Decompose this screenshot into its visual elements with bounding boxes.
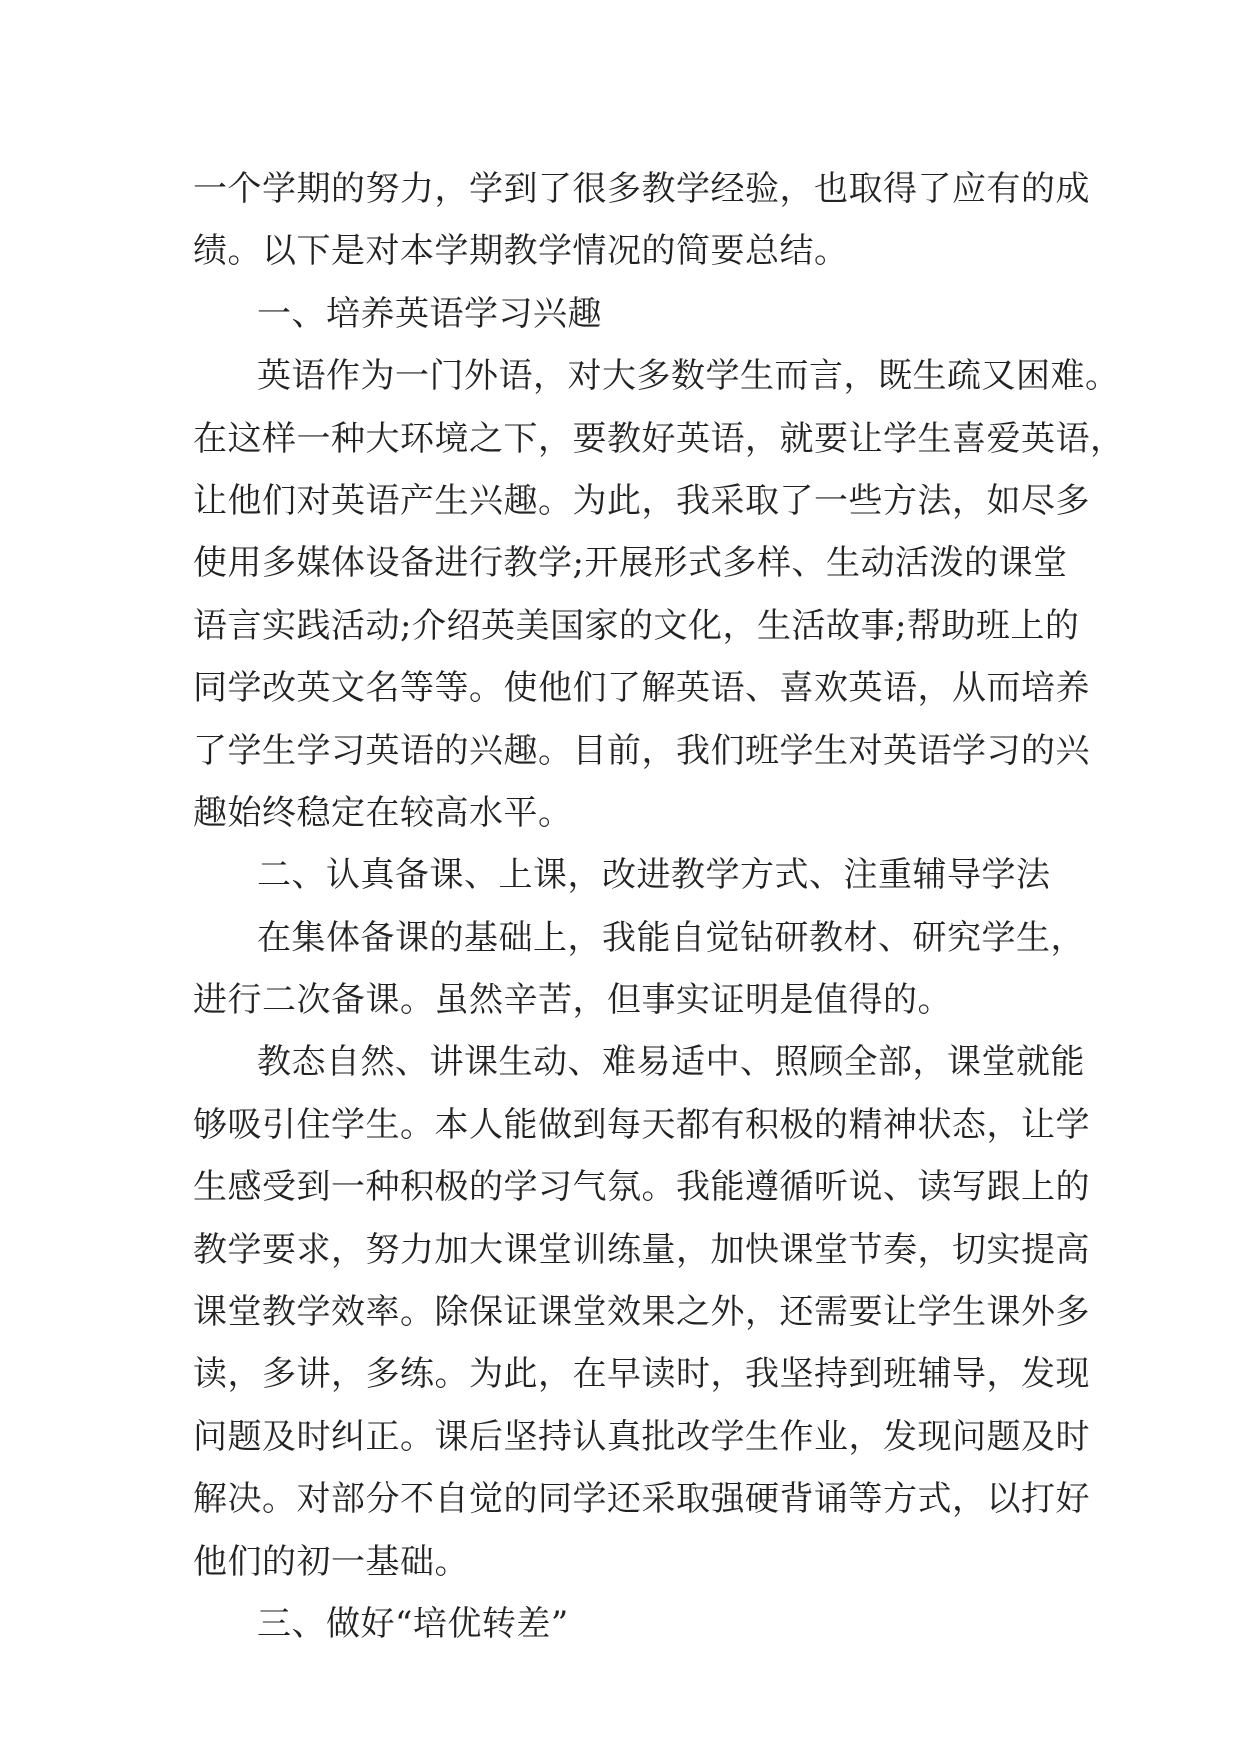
document-body [193,158,1125,1655]
body-line: 趣始终稳定在较高水平。 [193,792,573,833]
body-line: 生感受到一种积极的学习气氛。我能遵循听说、读写跟上的 [193,1167,1090,1208]
body-line: 问题及时纠正。课后坚持认真批改学生作业，发现问题及时 [193,1416,1090,1457]
body-line: 使用多媒体设备进行教学;开展形式多样、生动活泼的课堂 [193,543,1068,584]
body-line: 教学要求，努力加大课堂训练量，加快课堂节奏，切实提高 [193,1229,1090,1270]
body-line: 语言实践活动;介绍英美国家的文化，生活故事;帮助班上的 [193,605,1080,646]
body-line: 在这样一种大环境之下，要教好英语，就要让学生喜爱英语， [193,418,1125,459]
body-line: 教态自然、讲课生动、难易适中、照顾全部，课堂就能 [257,1042,1085,1083]
body-line: 读，多讲，多练。为此，在早读时，我坚持到班辅导，发现 [193,1354,1090,1395]
body-line: 课堂教学效率。除保证课堂效果之外，还需要让学生课外多 [193,1292,1090,1333]
section-heading-2: 二、认真备课、上课，改进教学方式、注重辅导学法 [257,855,1051,896]
body-line: 同学改英文名等等。使他们了解英语、喜欢英语，从而培养 [193,668,1090,709]
body-line: 了学生学习英语的兴趣。目前，我们班学生对英语学习的兴 [193,730,1090,771]
body-line: 在集体备课的基础上，我能自觉钻研教材、研究学生， [257,917,1085,958]
body-line: 让他们对英语产生兴趣。为此，我采取了一些方法，如尽多 [193,480,1090,521]
body-line: 他们的初一基础。 [193,1541,469,1582]
section-heading-1: 一、培养英语学习兴趣 [257,293,602,334]
body-line: 够吸引住学生。本人能做到每天都有积极的精神状态，让学 [193,1104,1090,1145]
section-heading-3: 三、做好“培优转差” [257,1603,569,1644]
body-line: 绩。以下是对本学期教学情况的简要总结。 [193,231,849,272]
body-line: 一个学期的努力，学到了很多教学经验，也取得了应有的成 [193,169,1090,209]
body-line: 英语作为一门外语，对大多数学生而言，既生疏又困难。 [257,356,1120,397]
body-line: 解决。对部分不自觉的同学还采取强硬背诵等方式，以打好 [193,1479,1090,1520]
body-line: 进行二次备课。虽然辛苦，但事实证明是值得的。 [193,980,952,1021]
